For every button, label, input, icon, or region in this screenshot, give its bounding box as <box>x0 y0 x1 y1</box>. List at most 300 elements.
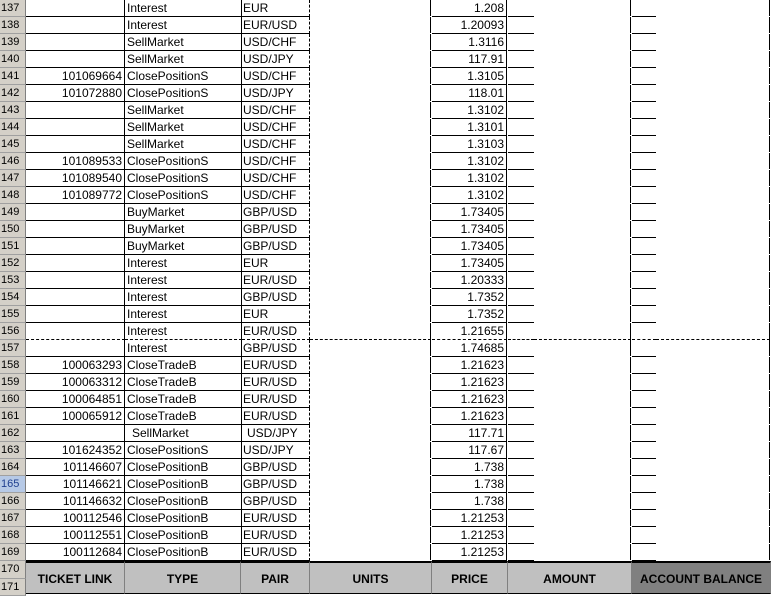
type-cell[interactable]: ClosePositionB <box>125 459 242 476</box>
account-balance-cell[interactable] <box>632 527 656 544</box>
row-header[interactable]: 150 <box>0 221 26 238</box>
type-cell[interactable]: CloseTradeB <box>125 357 242 374</box>
units-cell[interactable] <box>310 425 431 441</box>
amount-cell-right[interactable] <box>534 51 631 67</box>
ticket-link-cell[interactable] <box>26 51 125 68</box>
account-balance-cell[interactable] <box>632 204 656 221</box>
type-cell[interactable]: ClosePositionS <box>125 85 242 102</box>
amount-cell[interactable] <box>508 306 534 323</box>
ticket-link-cell[interactable]: 101089533 <box>26 153 125 170</box>
amount-cell[interactable] <box>508 68 534 85</box>
price-cell[interactable]: 1.21623 <box>432 391 507 408</box>
header-amount[interactable]: AMOUNT <box>508 561 632 594</box>
account-balance-cell-right[interactable] <box>656 68 770 84</box>
amount-cell[interactable] <box>508 340 534 357</box>
row-header[interactable]: 156 <box>0 323 26 340</box>
price-cell[interactable]: 1.3116 <box>432 34 507 51</box>
type-cell[interactable]: ClosePositionB <box>125 527 242 544</box>
units-cell[interactable] <box>310 68 431 84</box>
account-balance-cell-right[interactable] <box>656 289 770 305</box>
type-cell[interactable]: Interest <box>125 272 242 289</box>
amount-cell-right[interactable] <box>534 153 631 169</box>
units-cell[interactable] <box>310 357 431 373</box>
amount-cell-right[interactable] <box>534 0 631 16</box>
account-balance-cell-right[interactable] <box>656 272 770 288</box>
amount-cell[interactable] <box>508 391 534 408</box>
ticket-link-cell[interactable] <box>26 102 125 119</box>
account-balance-cell-right[interactable] <box>656 340 770 356</box>
row-header[interactable]: 146 <box>0 153 26 170</box>
units-cell[interactable] <box>310 238 431 254</box>
price-cell[interactable]: 117.91 <box>432 51 507 68</box>
pair-cell[interactable]: EUR/USD <box>242 323 310 340</box>
account-balance-cell-right[interactable] <box>656 255 770 271</box>
pair-cell[interactable]: EUR/USD <box>242 17 310 34</box>
row-header[interactable]: 139 <box>0 34 26 51</box>
ticket-link-cell[interactable]: 100063312 <box>26 374 125 391</box>
header-price[interactable]: PRICE <box>432 561 508 594</box>
units-cell[interactable] <box>310 187 431 203</box>
account-balance-cell-right[interactable] <box>656 459 770 475</box>
account-balance-cell-right[interactable] <box>656 204 770 220</box>
amount-cell-right[interactable] <box>534 187 631 203</box>
price-cell[interactable]: 1.3102 <box>432 187 507 204</box>
amount-cell-right[interactable] <box>534 272 631 288</box>
account-balance-cell[interactable] <box>632 238 656 255</box>
type-cell[interactable]: Interest <box>125 323 242 340</box>
pair-cell[interactable]: USD/CHF <box>242 170 310 187</box>
account-balance-cell[interactable] <box>632 136 656 153</box>
units-cell[interactable] <box>310 85 431 101</box>
type-cell[interactable]: ClosePositionB <box>125 510 242 527</box>
ticket-link-cell[interactable]: 101146621 <box>26 476 125 493</box>
row-header[interactable]: 154 <box>0 289 26 306</box>
amount-cell[interactable] <box>508 119 534 136</box>
type-cell[interactable]: ClosePositionS <box>125 153 242 170</box>
pair-cell[interactable]: GBP/USD <box>242 459 310 476</box>
amount-cell-right[interactable] <box>534 459 631 475</box>
ticket-link-cell[interactable]: 101069664 <box>26 68 125 85</box>
type-cell[interactable]: Interest <box>125 289 242 306</box>
type-cell[interactable]: ClosePositionB <box>125 476 242 493</box>
ticket-link-cell[interactable] <box>26 119 125 136</box>
amount-cell-right[interactable] <box>534 323 631 340</box>
row-header[interactable]: 152 <box>0 255 26 272</box>
amount-cell-right[interactable] <box>534 357 631 373</box>
pair-cell[interactable]: USD/CHF <box>242 153 310 170</box>
pair-cell[interactable]: EUR/USD <box>242 357 310 374</box>
account-balance-cell-right[interactable] <box>656 17 770 33</box>
account-balance-cell[interactable] <box>632 0 656 17</box>
header-ticket-link[interactable]: TICKET LINK <box>26 561 125 594</box>
pair-cell[interactable]: GBP/USD <box>242 221 310 238</box>
type-cell[interactable]: ClosePositionS <box>125 170 242 187</box>
account-balance-cell-right[interactable] <box>656 170 770 186</box>
pair-cell[interactable]: EUR/USD <box>242 272 310 289</box>
account-balance-cell[interactable] <box>632 442 656 459</box>
price-cell[interactable]: 1.3101 <box>432 119 507 136</box>
ticket-link-cell[interactable] <box>26 17 125 34</box>
pair-cell[interactable]: EUR/USD <box>242 391 310 408</box>
pair-cell[interactable]: USD/CHF <box>242 119 310 136</box>
amount-cell[interactable] <box>508 221 534 238</box>
pair-cell[interactable]: USD/JPY <box>242 85 310 102</box>
row-header[interactable]: 141 <box>0 68 26 85</box>
amount-cell-right[interactable] <box>534 340 631 356</box>
account-balance-cell[interactable] <box>632 119 656 136</box>
amount-cell[interactable] <box>508 510 534 527</box>
account-balance-cell-right[interactable] <box>656 119 770 135</box>
account-balance-cell[interactable] <box>632 323 656 340</box>
amount-cell-right[interactable] <box>534 221 631 237</box>
row-header[interactable]: 151 <box>0 238 26 255</box>
type-cell[interactable]: SellMarket <box>125 34 242 51</box>
units-cell[interactable] <box>310 221 431 237</box>
row-header[interactable]: 153 <box>0 272 26 289</box>
ticket-link-cell[interactable]: 101146632 <box>26 493 125 510</box>
account-balance-cell-right[interactable] <box>656 323 770 340</box>
price-cell[interactable]: 1.20093 <box>432 17 507 34</box>
header-units[interactable]: UNITS <box>310 561 432 594</box>
amount-cell-right[interactable] <box>534 170 631 186</box>
units-cell[interactable] <box>310 374 431 390</box>
ticket-link-cell[interactable] <box>26 238 125 255</box>
type-cell[interactable]: BuyMarket <box>125 204 242 221</box>
units-cell[interactable] <box>310 442 431 458</box>
row-header[interactable]: 142 <box>0 85 26 102</box>
ticket-link-cell[interactable] <box>26 425 125 442</box>
ticket-link-cell[interactable]: 100065912 <box>26 408 125 425</box>
ticket-link-cell[interactable] <box>26 221 125 238</box>
account-balance-cell-right[interactable] <box>656 374 770 390</box>
units-cell[interactable] <box>310 170 431 186</box>
units-cell[interactable] <box>310 544 431 560</box>
pair-cell[interactable]: USD/CHF <box>242 68 310 85</box>
amount-cell[interactable] <box>508 102 534 119</box>
row-header[interactable]: 143 <box>0 102 26 119</box>
type-cell[interactable]: CloseTradeB <box>125 374 242 391</box>
pair-cell[interactable]: EUR/USD <box>242 544 310 561</box>
units-cell[interactable] <box>310 306 431 322</box>
type-cell[interactable]: BuyMarket <box>125 221 242 238</box>
account-balance-cell-right[interactable] <box>656 153 770 169</box>
units-cell[interactable] <box>310 136 431 152</box>
amount-cell[interactable] <box>508 255 534 272</box>
row-header[interactable]: 138 <box>0 17 26 34</box>
header-type[interactable]: TYPE <box>125 561 241 594</box>
type-cell[interactable]: SellMarket <box>125 119 242 136</box>
pair-cell[interactable]: GBP/USD <box>242 289 310 306</box>
account-balance-cell[interactable] <box>632 289 656 306</box>
account-balance-cell-right[interactable] <box>656 544 770 560</box>
pair-cell[interactable]: GBP/USD <box>242 493 310 510</box>
account-balance-cell[interactable] <box>632 153 656 170</box>
units-cell[interactable] <box>310 510 431 526</box>
amount-cell-right[interactable] <box>534 289 631 305</box>
type-cell[interactable]: ClosePositionB <box>125 544 242 561</box>
ticket-link-cell[interactable]: 100063293 <box>26 357 125 374</box>
amount-cell[interactable] <box>508 323 534 340</box>
row-header[interactable]: 137 <box>0 0 26 17</box>
ticket-link-cell[interactable]: 100112684 <box>26 544 125 561</box>
pair-cell[interactable]: USD/JPY <box>242 425 310 442</box>
amount-cell[interactable] <box>508 476 534 493</box>
ticket-link-cell[interactable]: 101146607 <box>26 459 125 476</box>
ticket-link-cell[interactable]: 101089540 <box>26 170 125 187</box>
price-cell[interactable]: 1.73405 <box>432 204 507 221</box>
type-cell[interactable]: CloseTradeB <box>125 391 242 408</box>
pair-cell[interactable]: USD/CHF <box>242 102 310 119</box>
price-cell[interactable]: 1.73405 <box>432 238 507 255</box>
amount-cell-right[interactable] <box>534 17 631 33</box>
row-header[interactable]: 162 <box>0 425 26 442</box>
account-balance-cell[interactable] <box>632 102 656 119</box>
amount-cell[interactable] <box>508 289 534 306</box>
price-cell[interactable]: 1.738 <box>432 493 507 510</box>
row-header[interactable]: 160 <box>0 391 26 408</box>
amount-cell-right[interactable] <box>534 119 631 135</box>
ticket-link-cell[interactable] <box>26 272 125 289</box>
amount-cell[interactable] <box>508 544 534 561</box>
amount-cell[interactable] <box>508 17 534 34</box>
amount-cell[interactable] <box>508 272 534 289</box>
amount-cell[interactable] <box>508 357 534 374</box>
ticket-link-cell[interactable]: 100112546 <box>26 510 125 527</box>
pair-cell[interactable]: EUR/USD <box>242 408 310 425</box>
account-balance-cell-right[interactable] <box>656 408 770 424</box>
row-header[interactable]: 158 <box>0 357 26 374</box>
amount-cell-right[interactable] <box>534 391 631 407</box>
amount-cell-right[interactable] <box>534 476 631 492</box>
amount-cell[interactable] <box>508 136 534 153</box>
ticket-link-cell[interactable] <box>26 255 125 272</box>
row-header[interactable]: 165 <box>0 476 26 493</box>
ticket-link-cell[interactable]: 101089772 <box>26 187 125 204</box>
row-header-170[interactable]: 170 <box>0 561 26 579</box>
amount-cell-right[interactable] <box>534 68 631 84</box>
price-cell[interactable]: 1.73405 <box>432 255 507 272</box>
account-balance-cell[interactable] <box>632 85 656 102</box>
amount-cell-right[interactable] <box>534 204 631 220</box>
price-cell[interactable]: 117.71 <box>432 425 507 442</box>
ticket-link-cell[interactable]: 100064851 <box>26 391 125 408</box>
amount-cell[interactable] <box>508 34 534 51</box>
amount-cell[interactable] <box>508 238 534 255</box>
row-header[interactable]: 163 <box>0 442 26 459</box>
account-balance-cell-right[interactable] <box>656 51 770 67</box>
amount-cell-right[interactable] <box>534 527 631 543</box>
account-balance-cell[interactable] <box>632 493 656 510</box>
amount-cell-right[interactable] <box>534 255 631 271</box>
amount-cell-right[interactable] <box>534 34 631 50</box>
units-cell[interactable] <box>310 391 431 407</box>
row-header-171[interactable]: 171 <box>0 579 26 596</box>
units-cell[interactable] <box>310 255 431 271</box>
account-balance-cell[interactable] <box>632 357 656 374</box>
account-balance-cell-right[interactable] <box>656 102 770 118</box>
pair-cell[interactable]: USD/JPY <box>242 442 310 459</box>
type-cell[interactable]: SellMarket <box>125 51 242 68</box>
account-balance-cell-right[interactable] <box>656 221 770 237</box>
pair-cell[interactable]: EUR <box>242 0 310 17</box>
units-cell[interactable] <box>310 102 431 118</box>
type-cell[interactable]: Interest <box>125 17 242 34</box>
account-balance-cell-right[interactable] <box>656 238 770 254</box>
pair-cell[interactable]: EUR <box>242 255 310 272</box>
pair-cell[interactable]: GBP/USD <box>242 204 310 221</box>
row-header[interactable]: 164 <box>0 459 26 476</box>
row-header[interactable]: 157 <box>0 340 26 357</box>
account-balance-cell[interactable] <box>632 272 656 289</box>
row-header[interactable]: 169 <box>0 544 26 561</box>
units-cell[interactable] <box>310 340 431 356</box>
amount-cell-right[interactable] <box>534 85 631 101</box>
account-balance-cell-right[interactable] <box>656 527 770 543</box>
pair-cell[interactable]: EUR/USD <box>242 510 310 527</box>
ticket-link-cell[interactable] <box>26 289 125 306</box>
row-header[interactable]: 159 <box>0 374 26 391</box>
price-cell[interactable]: 1.7352 <box>432 306 507 323</box>
price-cell[interactable]: 1.3102 <box>432 153 507 170</box>
type-cell[interactable]: Interest <box>125 0 242 17</box>
account-balance-cell[interactable] <box>632 221 656 238</box>
row-header[interactable]: 145 <box>0 136 26 153</box>
ticket-link-cell[interactable]: 100112551 <box>26 527 125 544</box>
account-balance-cell[interactable] <box>632 544 656 561</box>
row-header[interactable]: 161 <box>0 408 26 425</box>
type-cell[interactable]: ClosePositionB <box>125 493 242 510</box>
price-cell[interactable]: 1.3102 <box>432 170 507 187</box>
units-cell[interactable] <box>310 493 431 509</box>
pair-cell[interactable]: USD/CHF <box>242 136 310 153</box>
account-balance-cell[interactable] <box>632 306 656 323</box>
account-balance-cell-right[interactable] <box>656 442 770 458</box>
price-cell[interactable]: 1.20333 <box>432 272 507 289</box>
header-pair[interactable]: PAIR <box>241 561 310 594</box>
price-cell[interactable]: 1.21623 <box>432 408 507 425</box>
account-balance-cell-right[interactable] <box>656 0 770 16</box>
amount-cell[interactable] <box>508 374 534 391</box>
account-balance-cell[interactable] <box>632 17 656 34</box>
price-cell[interactable]: 1.21253 <box>432 544 507 561</box>
pair-cell[interactable]: GBP/USD <box>242 476 310 493</box>
ticket-link-cell[interactable] <box>26 34 125 51</box>
account-balance-cell-right[interactable] <box>656 85 770 101</box>
header-account-balance[interactable]: ACCOUNT BALANCE <box>632 561 771 594</box>
price-cell[interactable]: 1.208 <box>432 0 507 17</box>
account-balance-cell-right[interactable] <box>656 493 770 509</box>
units-cell[interactable] <box>310 527 431 543</box>
account-balance-cell-right[interactable] <box>656 391 770 407</box>
row-header[interactable]: 155 <box>0 306 26 323</box>
amount-cell[interactable] <box>508 153 534 170</box>
price-cell[interactable]: 117.67 <box>432 442 507 459</box>
amount-cell-right[interactable] <box>534 408 631 424</box>
amount-cell-right[interactable] <box>534 425 631 441</box>
units-cell[interactable] <box>310 408 431 424</box>
account-balance-cell-right[interactable] <box>656 357 770 373</box>
units-cell[interactable] <box>310 476 431 492</box>
amount-cell[interactable] <box>508 0 534 17</box>
account-balance-cell-right[interactable] <box>656 476 770 492</box>
type-cell[interactable]: Interest <box>125 306 242 323</box>
price-cell[interactable]: 1.738 <box>432 476 507 493</box>
type-cell[interactable]: ClosePositionS <box>125 442 242 459</box>
row-header[interactable]: 167 <box>0 510 26 527</box>
account-balance-cell[interactable] <box>632 459 656 476</box>
price-cell[interactable]: 1.21623 <box>432 374 507 391</box>
account-balance-cell[interactable] <box>632 68 656 85</box>
account-balance-cell-right[interactable] <box>656 425 770 441</box>
type-cell[interactable]: Interest <box>125 340 242 357</box>
amount-cell[interactable] <box>508 425 534 442</box>
type-cell[interactable]: SellMarket <box>125 102 242 119</box>
row-header[interactable]: 166 <box>0 493 26 510</box>
amount-cell-right[interactable] <box>534 544 631 560</box>
amount-cell-right[interactable] <box>534 238 631 254</box>
price-cell[interactable]: 1.21253 <box>432 527 507 544</box>
amount-cell[interactable] <box>508 527 534 544</box>
type-cell[interactable]: BuyMarket <box>125 238 242 255</box>
account-balance-cell[interactable] <box>632 170 656 187</box>
account-balance-cell[interactable] <box>632 476 656 493</box>
pair-cell[interactable]: EUR <box>242 306 310 323</box>
amount-cell-right[interactable] <box>534 442 631 458</box>
ticket-link-cell[interactable] <box>26 306 125 323</box>
type-cell[interactable]: ClosePositionS <box>125 68 242 85</box>
units-cell[interactable] <box>310 17 431 33</box>
account-balance-cell[interactable] <box>632 34 656 51</box>
ticket-link-cell[interactable]: 101624352 <box>26 442 125 459</box>
ticket-link-cell[interactable]: 101072880 <box>26 85 125 102</box>
amount-cell[interactable] <box>508 187 534 204</box>
price-cell[interactable]: 1.3102 <box>432 102 507 119</box>
account-balance-cell[interactable] <box>632 187 656 204</box>
pair-cell[interactable]: USD/CHF <box>242 34 310 51</box>
account-balance-cell[interactable] <box>632 510 656 527</box>
units-cell[interactable] <box>310 153 431 169</box>
row-header[interactable]: 140 <box>0 51 26 68</box>
row-header[interactable]: 148 <box>0 187 26 204</box>
amount-cell[interactable] <box>508 85 534 102</box>
row-header[interactable]: 144 <box>0 119 26 136</box>
account-balance-cell-right[interactable] <box>656 510 770 526</box>
units-cell[interactable] <box>310 204 431 220</box>
row-header[interactable]: 168 <box>0 527 26 544</box>
account-balance-cell-right[interactable] <box>656 34 770 50</box>
units-cell[interactable] <box>310 323 431 340</box>
pair-cell[interactable]: USD/CHF <box>242 187 310 204</box>
units-cell[interactable] <box>310 119 431 135</box>
amount-cell-right[interactable] <box>534 493 631 509</box>
row-header[interactable]: 147 <box>0 170 26 187</box>
amount-cell[interactable] <box>508 51 534 68</box>
amount-cell-right[interactable] <box>534 136 631 152</box>
units-cell[interactable] <box>310 0 431 16</box>
account-balance-cell-right[interactable] <box>656 136 770 152</box>
type-cell[interactable]: SellMarket <box>125 136 242 153</box>
ticket-link-cell[interactable] <box>26 0 125 17</box>
amount-cell[interactable] <box>508 459 534 476</box>
price-cell[interactable]: 1.3105 <box>432 68 507 85</box>
account-balance-cell[interactable] <box>632 391 656 408</box>
account-balance-cell[interactable] <box>632 255 656 272</box>
ticket-link-cell[interactable] <box>26 136 125 153</box>
type-cell[interactable]: ClosePositionS <box>125 187 242 204</box>
price-cell[interactable]: 1.21253 <box>432 510 507 527</box>
amount-cell-right[interactable] <box>534 510 631 526</box>
price-cell[interactable]: 1.73405 <box>432 221 507 238</box>
